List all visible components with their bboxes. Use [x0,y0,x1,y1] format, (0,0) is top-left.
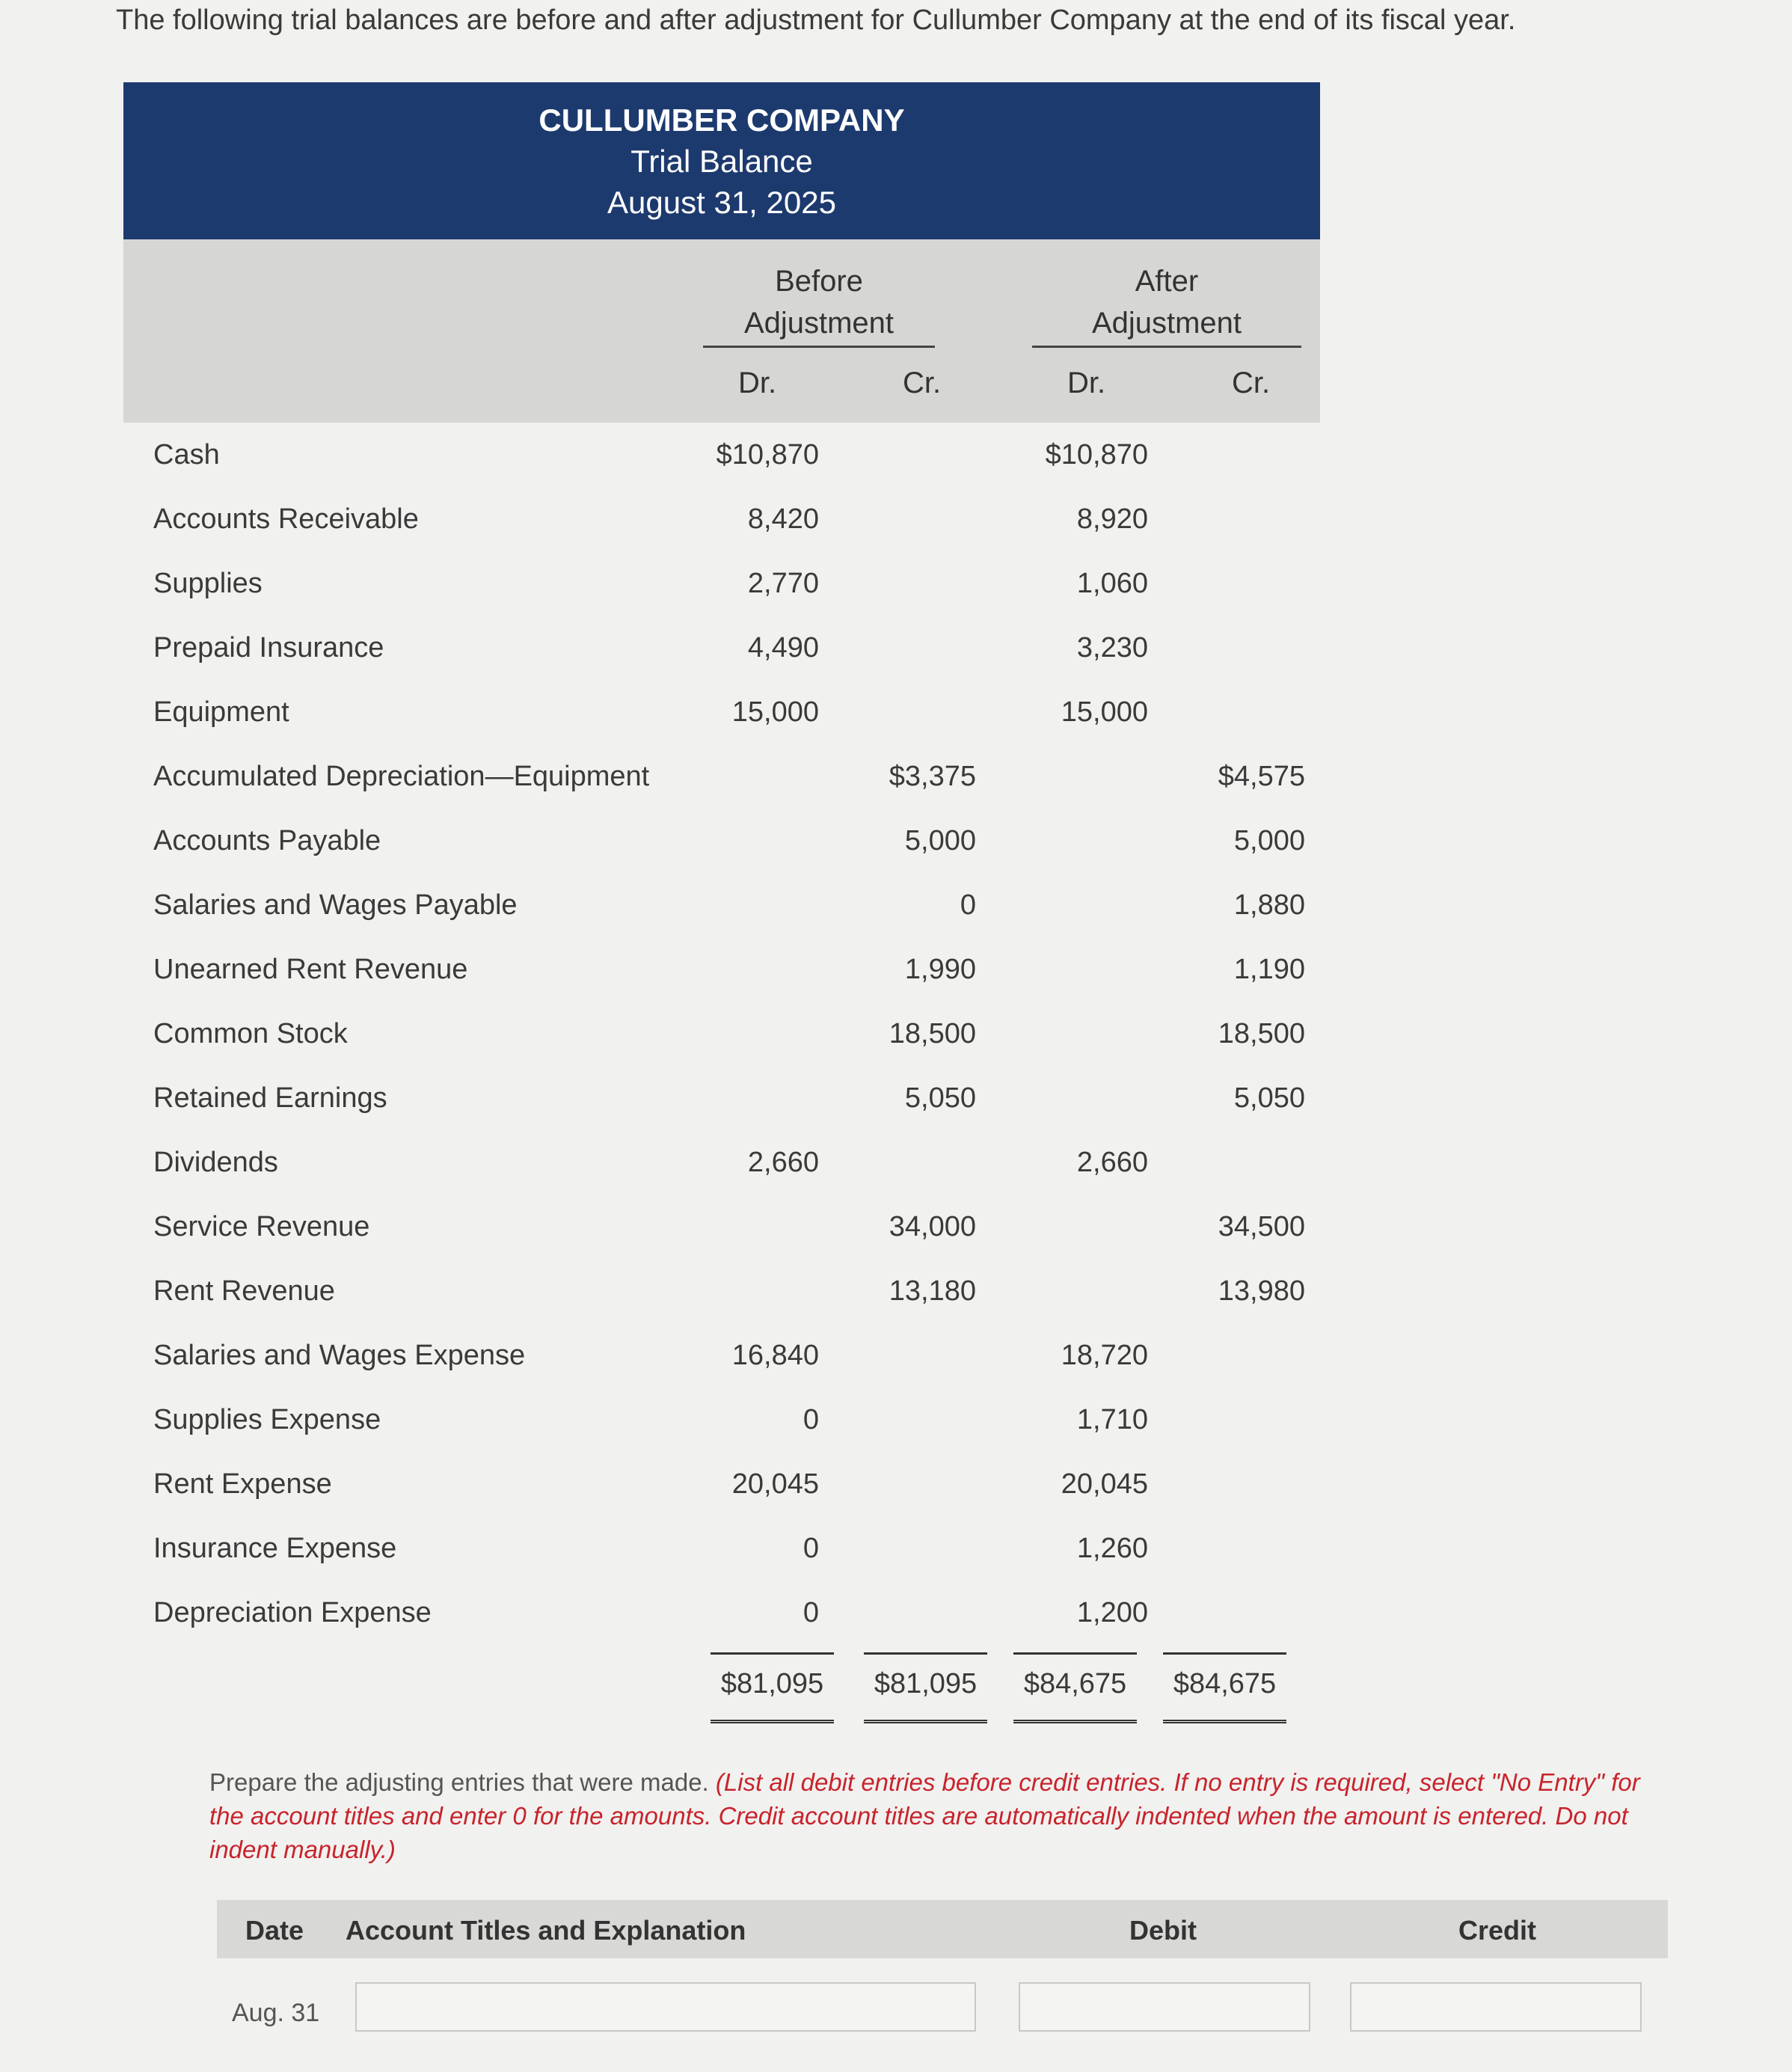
instructions [209,1765,1668,1866]
after-cr-amount: 34,500 [1218,1211,1305,1242]
before-cr-amount: 34,000 [889,1211,976,1242]
account-row [123,1130,1320,1195]
account-name: Cash [153,439,220,471]
intro-text: The following trial balances are before and after adjustment for Cullumber Company at the end of its fiscal year. [116,4,1516,36]
statement-title: Trial Balance [630,143,813,179]
after-dr-amount: 15,000 [1061,696,1148,728]
account-name: Insurance Expense [153,1533,397,1564]
before-dr-amount: 0 [803,1533,819,1564]
before-cr-amount: 5,000 [904,825,976,856]
total-after-cr: $84,675 [1163,1652,1286,1723]
account-name: Service Revenue [153,1211,370,1242]
account-name: Accounts Payable [153,825,381,856]
account-name: Rent Revenue [153,1275,335,1307]
debit-input[interactable] [1019,1982,1310,2032]
after-dr-amount: 20,045 [1061,1468,1148,1500]
before-dr-amount: 15,000 [731,696,819,728]
after-adjustment-header: After Adjustment [1032,260,1301,348]
after-dr-amount: 1,060 [1076,568,1148,599]
after-cr-amount: 5,050 [1233,1082,1305,1114]
total-before-cr: $81,095 [864,1652,987,1723]
date-column-header: Date [245,1915,304,1946]
account-row [123,680,1320,744]
account-row [123,744,1320,809]
before-cr-amount: 5,050 [904,1082,976,1114]
column-header [123,239,1320,423]
account-name: Retained Earnings [153,1082,387,1114]
account-row [123,873,1320,937]
account-name: Common Stock [153,1018,348,1049]
after-cr-amount: $4,575 [1218,761,1305,792]
account-name: Rent Expense [153,1468,332,1500]
instructions-text: Prepare the adjusting entries that were made. [209,1768,709,1796]
account-name: Equipment [153,696,289,728]
before-dr-amount: 2,660 [747,1147,819,1178]
account-name: Depreciation Expense [153,1597,432,1628]
account-row [123,1581,1320,1645]
before-cr-amount: 13,180 [889,1275,976,1307]
before-cr-amount: 0 [960,889,976,921]
after-dr-amount: 1,710 [1076,1404,1148,1435]
account-row [123,1452,1320,1516]
after-dr-amount: 1,200 [1076,1597,1148,1628]
trial-balance-table [123,82,1320,1735]
statement-date: August 31, 2025 [607,184,836,220]
credit-input[interactable] [1350,1982,1642,2032]
account-name: Accumulated Depreciation—Equipment [153,761,650,792]
account-column-header: Account Titles and Explanation [346,1915,746,1946]
before-cr-amount: $3,375 [889,761,976,792]
before-dr-amount: 2,770 [747,568,819,599]
before-cr-amount: 18,500 [889,1018,976,1049]
account-row [123,1388,1320,1452]
account-name: Supplies [153,568,263,599]
account-name: Dividends [153,1147,278,1178]
account-row [123,809,1320,873]
after-cr-amount: 18,500 [1218,1018,1305,1049]
account-row [123,423,1320,487]
after-cr-amount: 1,190 [1233,954,1305,985]
before-dr-label: Dr. [738,367,777,399]
account-row [123,551,1320,616]
before-dr-amount: $10,870 [716,439,819,471]
credit-column-header: Credit [1458,1915,1537,1946]
instructions-note: (List all debit entries before credit entries. If no entry is required, select "No Entry" for the account titles and enter 0 for the amounts. Credit account titles are automatically indented when the amount is entered. Do not indent manually.) [209,1768,1640,1863]
after-cr-amount: 5,000 [1233,825,1305,856]
debit-column-header: Debit [1129,1915,1197,1946]
after-dr-amount: 3,230 [1076,632,1148,663]
account-row [123,1516,1320,1581]
account-name: Prepaid Insurance [153,632,384,663]
account-row [123,616,1320,680]
before-dr-amount: 16,840 [731,1340,819,1371]
account-name: Salaries and Wages Expense [153,1340,526,1371]
after-cr-amount: 13,980 [1218,1275,1305,1307]
after-dr-label: Dr. [1067,367,1106,399]
after-cr-amount: 1,880 [1233,889,1305,921]
account-row [123,487,1320,551]
before-dr-amount: 8,420 [747,503,819,535]
account-name: Salaries and Wages Payable [153,889,518,921]
account-rows [123,423,1320,1645]
account-row [123,1259,1320,1323]
after-cr-label: Cr. [1232,367,1271,399]
account-name: Unearned Rent Revenue [153,954,468,985]
total-after-dr: $84,675 [1013,1652,1137,1723]
totals-row [123,1645,1320,1735]
after-dr-amount: 18,720 [1061,1340,1148,1371]
before-dr-amount: 0 [803,1404,819,1435]
before-adjustment-header: Before Adjustment [703,260,935,348]
after-dr-amount: 1,260 [1076,1533,1148,1564]
before-cr-label: Cr. [903,367,942,399]
account-row [123,1323,1320,1388]
account-name: Supplies Expense [153,1404,381,1435]
before-dr-amount: 20,045 [731,1468,819,1500]
entry-date: Aug. 31 [232,1999,320,2027]
account-title-input[interactable] [355,1982,976,2032]
total-before-dr: $81,095 [711,1652,834,1723]
after-dr-amount: 8,920 [1076,503,1148,535]
journal-header [217,1900,1668,1958]
before-dr-amount: 0 [803,1597,819,1628]
account-row [123,1066,1320,1130]
account-name: Accounts Receivable [153,503,419,535]
trial-balance-header [123,82,1320,239]
account-row [123,937,1320,1002]
company-name: CULLUMBER COMPANY [538,102,905,138]
account-row [123,1002,1320,1066]
before-dr-amount: 4,490 [747,632,819,663]
journal-row [217,1982,1668,2042]
after-dr-amount: 2,660 [1076,1147,1148,1178]
before-cr-amount: 1,990 [904,954,976,985]
after-dr-amount: $10,870 [1045,439,1148,471]
account-row [123,1195,1320,1259]
